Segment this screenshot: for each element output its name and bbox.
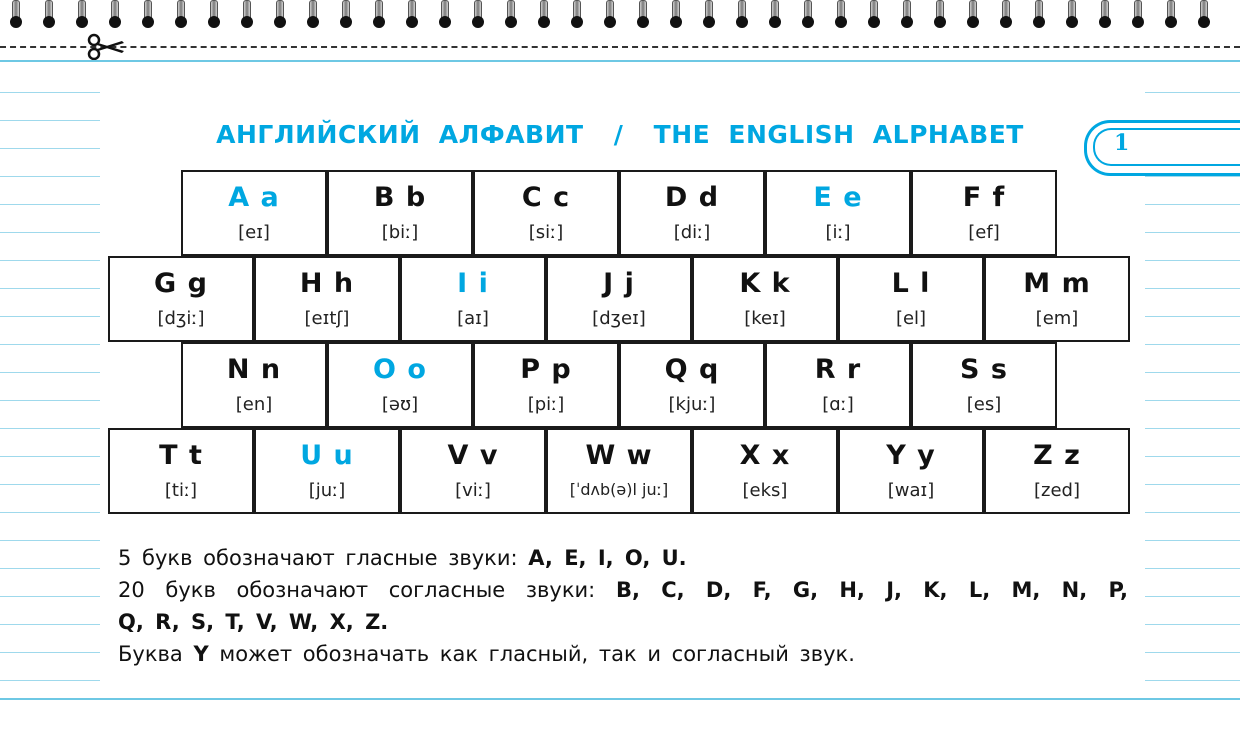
title-separator: / [613,120,624,149]
title-english: THE ENGLISH ALPHABET [653,120,1024,149]
letter-cell [327,170,473,256]
letter-transcription: [eks] [742,480,788,501]
ruled-line [0,652,100,653]
letter-glyphs: Z z [1033,440,1081,471]
letter-glyphs: S s [960,354,1008,385]
binding-ring [76,0,88,28]
binding-ring [868,0,880,28]
letter-transcription: [viː] [455,480,491,501]
letter-transcription: [siː] [528,222,564,243]
letter-transcription: [kjuː] [668,394,716,415]
binding-ring [703,0,715,28]
binding-ring [604,0,616,28]
binding-ring [802,0,814,28]
y-note-letter: Y [193,642,209,666]
binding-ring [637,0,649,28]
letter-transcription: [dʒiː] [157,308,205,329]
letter-glyphs: A a [228,182,280,213]
letter-transcription: [ɑː] [822,394,854,415]
letter-transcription: [es] [966,394,1002,415]
letter-cell [692,428,838,514]
letter-cell [400,256,546,342]
letter-transcription: [diː] [673,222,711,243]
letter-glyphs: B b [373,182,427,213]
letter-cell [400,428,546,514]
letter-glyphs: J j [603,268,635,299]
ruled-line [1145,428,1240,429]
letter-glyphs: Y y [886,440,936,471]
binding-ring [1132,0,1144,28]
ruled-line [0,456,100,457]
binding-ring [1165,0,1177,28]
letter-cell [984,428,1130,514]
letter-transcription: [em] [1035,308,1079,329]
letter-transcription: [tiː] [164,480,198,501]
letter-glyphs: U u [300,440,354,471]
letter-glyphs: P p [520,354,572,385]
ruled-line [0,624,100,625]
ruled-line [0,344,100,345]
letter-glyphs: V v [447,440,499,471]
binding-ring [835,0,847,28]
letter-cell [911,342,1057,428]
consonants-note-text: 20 букв обозначают согласные звуки: [118,578,596,602]
letter-glyphs: O o [373,354,427,385]
letter-glyphs: R r [814,354,862,385]
binding-ring [43,0,55,28]
letter-glyphs: T t [159,440,203,471]
ruled-line [0,540,100,541]
y-note-prefix: Буква [118,642,183,666]
letter-cell [765,342,911,428]
binding-ring [1198,0,1210,28]
page-number: 1 [1114,130,1130,156]
letter-transcription: [en] [235,394,273,415]
ruled-line [0,204,100,205]
ruled-line [0,232,100,233]
letter-cell [108,256,254,342]
ruled-line [1145,260,1240,261]
letter-cell [546,428,692,514]
letter-cell [254,256,400,342]
letter-glyphs: Q q [664,354,720,385]
page-title [0,120,1240,149]
consonants-list-part2: Q, R, S, T, V, W, X, Z. [118,610,389,634]
binding-ring [901,0,913,28]
binding-ring [1033,0,1045,28]
ruled-line [1145,596,1240,597]
letter-cell [108,428,254,514]
y-note-suffix: может обозначать как гласный, так и согласный звук. [219,642,855,666]
ruled-line [0,316,100,317]
letter-transcription: [zed] [1034,480,1080,501]
title-russian: АНГЛИЙСКИЙ АЛФАВИТ [216,120,584,149]
binding-ring [406,0,418,28]
binding-ring [1000,0,1012,28]
binding-ring [538,0,550,28]
ruled-line [1145,568,1240,569]
letter-cell [838,428,984,514]
ruled-line [1145,456,1240,457]
letter-glyphs: C c [521,182,571,213]
binding-ring [967,0,979,28]
letter-glyphs: F f [962,182,1006,213]
binding-ring [373,0,385,28]
ruled-line [1145,624,1240,625]
vowels-list: A, E, I, O, U. [528,546,687,570]
letter-glyphs: X x [739,440,791,471]
ruled-line [1145,372,1240,373]
binding-ring [439,0,451,28]
binding-ring [472,0,484,28]
binding-ring [769,0,781,28]
binding-ring [109,0,121,28]
binding-ring [175,0,187,28]
consonants-note-cont [118,606,1128,638]
binding-ring [505,0,517,28]
ruled-line [0,428,100,429]
ruled-line [0,680,100,681]
spiral-binding [0,0,1240,30]
binding-ring [670,0,682,28]
scissors-icon [86,32,126,62]
letter-cell [473,170,619,256]
consonants-note [118,574,1128,606]
letter-glyphs: M m [1023,268,1091,299]
binding-ring [307,0,319,28]
ruled-line [1145,204,1240,205]
ruled-line [0,372,100,373]
letter-transcription: [waɪ] [887,480,935,501]
y-note [118,638,1128,670]
ruled-line [0,596,100,597]
letter-transcription: [aɪ] [457,308,489,329]
ruled-line [1145,680,1240,681]
letter-cell [619,342,765,428]
letter-glyphs: I i [457,268,489,299]
binding-ring [10,0,22,28]
letter-cell [765,170,911,256]
binding-ring [340,0,352,28]
letter-transcription: [əʊ] [381,394,419,415]
letter-transcription: [piː] [527,394,565,415]
ruled-line [0,260,100,261]
vowels-note-text: 5 букв обозначают гласные звуки: [118,546,518,570]
binding-ring [571,0,583,28]
notes [118,542,1128,670]
binding-ring [1099,0,1111,28]
letter-glyphs: W w [585,440,653,471]
binding-ring [142,0,154,28]
ruled-line [1145,344,1240,345]
page-number-tab [1084,120,1240,176]
letter-transcription: [ef] [968,222,1000,243]
letter-transcription: [biː] [381,222,419,243]
ruled-line [1145,92,1240,93]
binding-ring [934,0,946,28]
ruled-line [0,400,100,401]
vowels-note [118,542,1128,574]
letter-cell [838,256,984,342]
binding-ring [736,0,748,28]
ruled-line [1145,232,1240,233]
ruled-line [0,484,100,485]
ruled-line [0,176,100,177]
letter-cell [984,256,1130,342]
letter-cell [546,256,692,342]
ruled-line [1145,176,1240,177]
letter-transcription: [el] [895,308,927,329]
letter-transcription: [eɪtʃ] [304,308,350,329]
letter-cell [181,170,327,256]
letter-glyphs: D d [664,182,720,213]
letter-cell [473,342,619,428]
ruled-line [1145,512,1240,513]
letter-cell [911,170,1057,256]
consonants-list-part1: B, C, D, F, G, H, J, K, L, M, N, P, [615,578,1128,602]
letter-glyphs: G g [154,268,208,299]
ruled-line [0,512,100,513]
letter-cell [254,428,400,514]
ruled-line [1145,316,1240,317]
ruled-line [1145,652,1240,653]
ruled-line [1145,540,1240,541]
letter-cell [692,256,838,342]
ruled-line [1145,288,1240,289]
binding-ring [241,0,253,28]
letter-glyphs: L l [891,268,931,299]
letter-glyphs: H h [299,268,355,299]
cut-line [0,46,1240,48]
ruled-line [0,288,100,289]
letter-transcription: [juː] [308,480,346,501]
letter-glyphs: N n [226,354,282,385]
letter-transcription: [dʒeɪ] [592,308,646,329]
letter-transcription: [iː] [825,222,851,243]
letter-glyphs: K k [739,268,791,299]
letter-glyphs: E e [813,182,863,213]
binding-ring [1066,0,1078,28]
binding-ring [274,0,286,28]
ruled-line [1145,400,1240,401]
letter-transcription: [ˈdʌb(ə)l juː] [569,480,669,499]
letter-transcription: [eɪ] [238,222,270,243]
ruled-line [1145,484,1240,485]
letter-cell [327,342,473,428]
letter-cell [619,170,765,256]
letter-cell [181,342,327,428]
ruled-line [0,92,100,93]
binding-ring [208,0,220,28]
letter-transcription: [keɪ] [744,308,786,329]
ruled-line [0,568,100,569]
